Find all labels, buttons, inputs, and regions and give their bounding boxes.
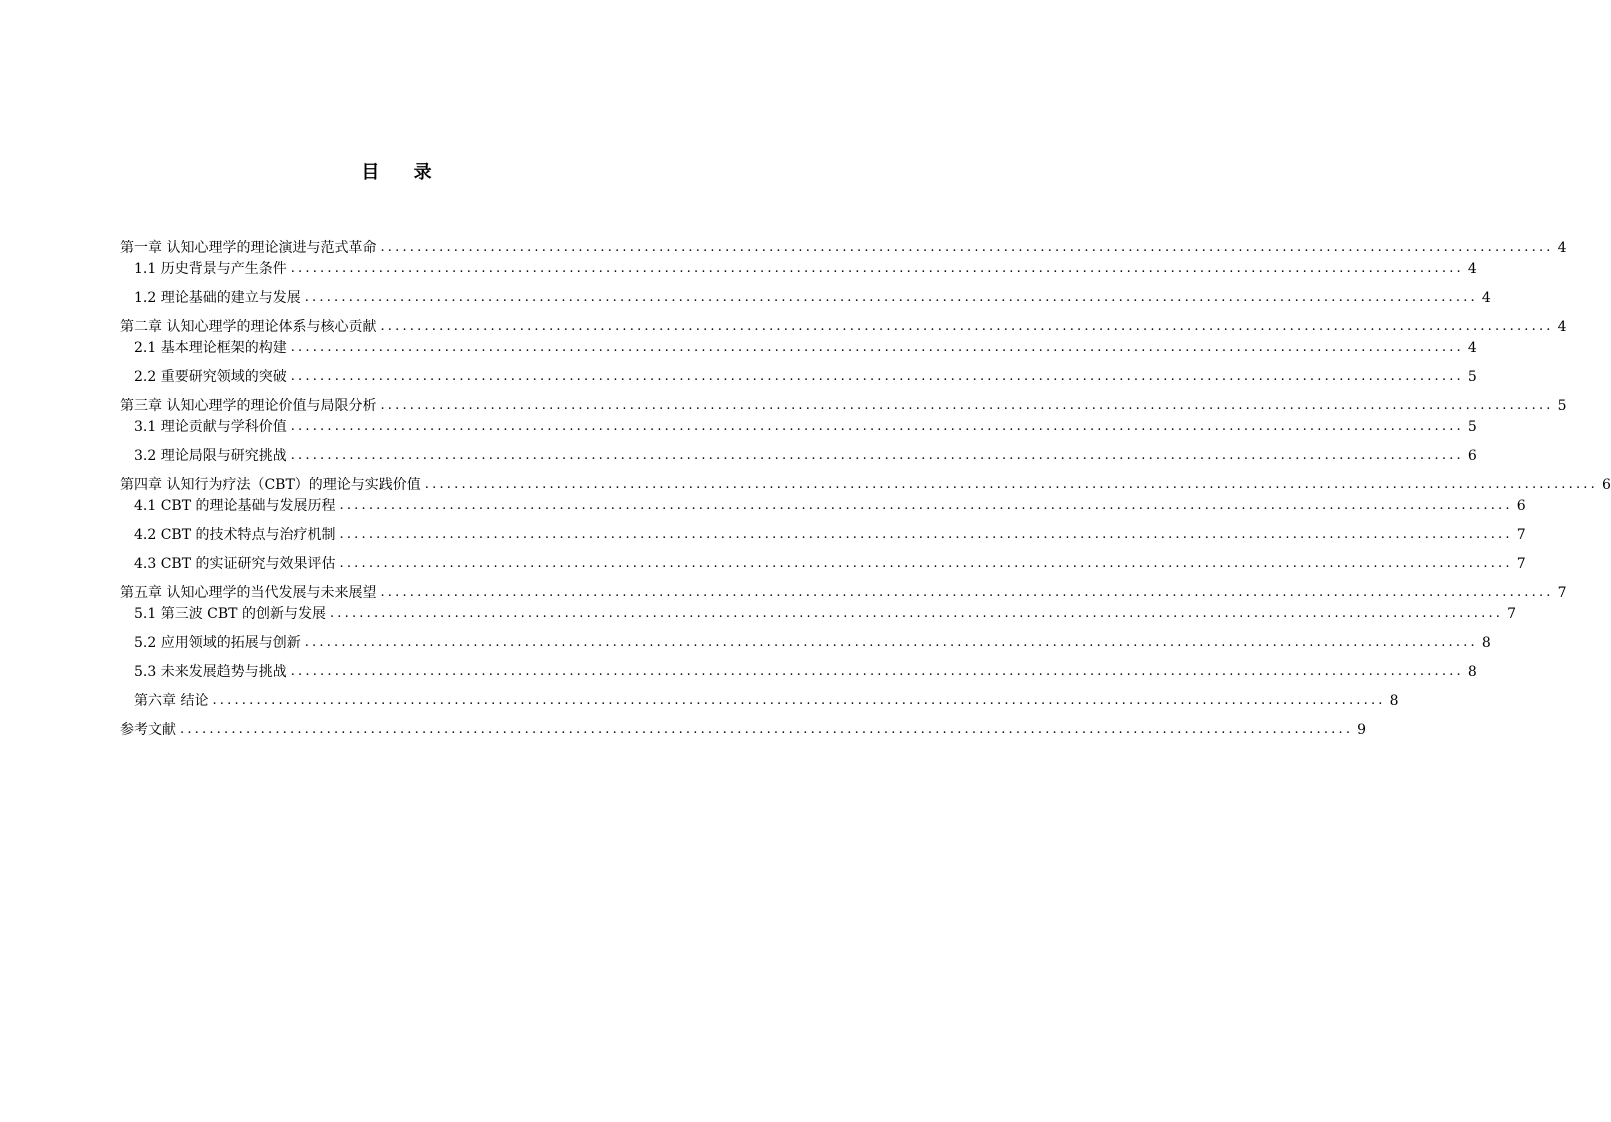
toc-entry[interactable] (134, 662, 1477, 682)
toc-entry-title: 4.3 CBT 的实证研究与效果评估 (134, 556, 336, 572)
toc-leader-dots: ................................................................................................................................................................ (339, 498, 1513, 513)
toc-page-number: 7 (1516, 556, 1526, 572)
toc-entry-title: 1.1 历史背景与产生条件 (134, 261, 287, 277)
toc-leader-dots: ................................................................................................................................................................ (329, 606, 1504, 621)
toc-page-number: 5 (1467, 419, 1477, 435)
toc-page-number: 8 (1481, 635, 1491, 651)
toc-page-number: 4 (1481, 290, 1491, 306)
toc-entry[interactable] (120, 475, 1611, 495)
toc-leader-dots: ................................................................................................................................................................ (339, 527, 1513, 542)
toc-entry-title: 1.2 理论基础的建立与发展 (134, 290, 301, 306)
toc-leader-dots: ................................................................................................................................................................ (290, 340, 1464, 355)
toc-leader-dots: ................................................................................................................................................................ (290, 261, 1464, 276)
toc-entry[interactable] (134, 288, 1491, 308)
toc-page-number: 4 (1467, 261, 1477, 277)
toc-page-number: 7 (1557, 585, 1567, 601)
toc-entry-title: 5.2 应用领域的拓展与创新 (134, 635, 301, 651)
toc-leader-dots: ................................................................................................................................................................ (380, 585, 1554, 600)
toc-page-number: 7 (1516, 527, 1526, 543)
toc-entry-title: 参考文献 (120, 722, 176, 738)
toc-page-number: 5 (1557, 398, 1567, 414)
toc-entry[interactable] (134, 554, 1526, 574)
toc-leader-dots: ................................................................................................................................................................ (304, 290, 1478, 305)
toc-entry[interactable] (120, 238, 1567, 258)
toc-entry[interactable] (134, 417, 1477, 437)
toc-entry-title: 5.3 未来发展趋势与挑战 (134, 664, 287, 680)
toc-entry[interactable] (134, 367, 1477, 387)
toc-leader-dots: ................................................................................................................................................................ (212, 693, 1386, 708)
toc-page-number: 8 (1467, 664, 1477, 680)
toc-entry[interactable] (120, 583, 1567, 603)
toc-entry-title: 第五章 认知心理学的当代发展与未来展望 (120, 585, 377, 601)
toc-entry[interactable] (134, 446, 1477, 466)
toc-entry[interactable] (134, 338, 1477, 358)
toc-entry-title: 5.1 第三波 CBT 的创新与发展 (134, 606, 326, 622)
toc-entry-title: 第二章 认知心理学的理论体系与核心贡献 (120, 319, 377, 335)
toc-page-number: 8 (1389, 693, 1399, 709)
toc-leader-dots: ................................................................................................................................................................ (290, 419, 1464, 434)
toc-leader-dots: ................................................................................................................................................................ (424, 477, 1598, 492)
toc-page-number: 5 (1467, 369, 1477, 385)
toc-entry-title: 3.2 理论局限与研究挑战 (134, 448, 287, 464)
toc-entry-title: 4.2 CBT 的技术特点与治疗机制 (134, 527, 336, 543)
toc-entry-title: 第四章 认知行为疗法（CBT）的理论与实践价值 (120, 477, 421, 493)
toc-entry[interactable] (120, 720, 1367, 740)
toc-entry[interactable] (134, 259, 1477, 279)
toc-entry[interactable] (134, 525, 1526, 545)
toc-leader-dots: ................................................................................................................................................................ (380, 398, 1554, 413)
toc-page-number: 9 (1357, 722, 1367, 738)
toc-page-number: 4 (1557, 240, 1567, 256)
toc-leader-dots: ................................................................................................................................................................ (380, 319, 1554, 334)
toc-page-number: 6 (1467, 448, 1477, 464)
toc-entry-title: 第三章 认知心理学的理论价值与局限分析 (120, 398, 377, 414)
toc-leader-dots: ................................................................................................................................................................ (290, 448, 1464, 463)
toc-entry[interactable] (134, 633, 1491, 653)
toc-entry-title: 3.1 理论贡献与学科价值 (134, 419, 287, 435)
toc-entry[interactable] (120, 317, 1567, 337)
toc-page-number: 7 (1507, 606, 1517, 622)
toc-page-number: 6 (1601, 477, 1611, 493)
toc-page-number: 4 (1557, 319, 1567, 335)
toc-entry-title: 第六章 结论 (134, 693, 209, 709)
toc-page-number: 6 (1516, 498, 1526, 514)
toc-page-number: 4 (1467, 340, 1477, 356)
toc-entry[interactable] (120, 396, 1567, 416)
toc-entry-title: 2.2 重要研究领域的突破 (134, 369, 287, 385)
toc-entry[interactable] (134, 604, 1517, 624)
toc-entry-title: 第一章 认知心理学的理论演进与范式革命 (120, 240, 377, 256)
toc-leader-dots: ................................................................................................................................................................ (380, 240, 1554, 255)
toc-leader-dots: ................................................................................................................................................................ (180, 722, 1354, 737)
toc-leader-dots: ................................................................................................................................................................ (290, 664, 1464, 679)
toc-leader-dots: ................................................................................................................................................................ (339, 556, 1513, 571)
toc-leader-dots: ................................................................................................................................................................ (304, 635, 1478, 650)
toc-entry-title: 4.1 CBT 的理论基础与发展历程 (134, 498, 336, 514)
page-title: 目 录 (361, 162, 446, 183)
toc-entry[interactable] (134, 496, 1526, 516)
toc-entry-title: 2.1 基本理论框架的构建 (134, 340, 287, 356)
toc-leader-dots: ................................................................................................................................................................ (290, 369, 1464, 384)
toc-entry[interactable] (134, 691, 1399, 711)
